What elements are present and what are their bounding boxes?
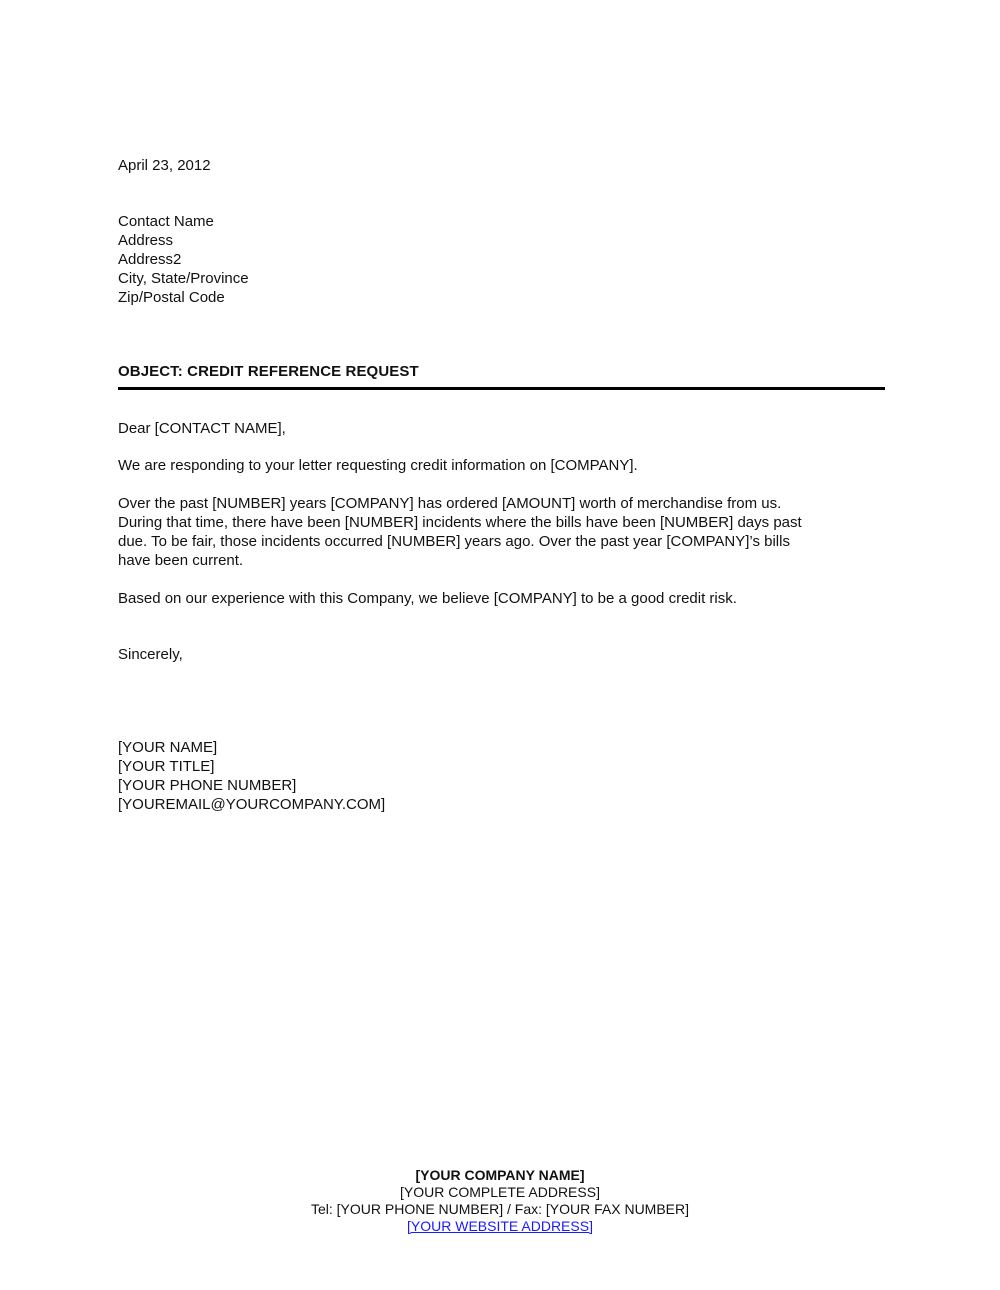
recipient-address-block [118, 212, 888, 307]
signature-name: [YOUR NAME] [118, 739, 218, 756]
letter-date [118, 156, 888, 175]
footer-website-link[interactable]: [YOUR WEBSITE ADDRESS] [407, 1218, 593, 1234]
date-text: April 23, 2012 [118, 157, 211, 174]
closing-text: Sincerely, [118, 646, 183, 663]
paragraph-1-text: We are responding to your letter requesting credit information on [COMPANY]. [118, 457, 638, 474]
paragraph-2 [118, 494, 888, 570]
recipient-address: Address [118, 232, 174, 249]
paragraph-3 [118, 589, 888, 608]
paragraph-2-line: have been current. [118, 552, 244, 569]
recipient-address2: Address2 [118, 251, 182, 268]
recipient-city-state: City, State/Province [118, 270, 249, 287]
closing [118, 645, 888, 664]
signature-title: [YOUR TITLE] [118, 758, 215, 775]
subject-divider [118, 387, 885, 390]
letter-footer [0, 1167, 1000, 1235]
recipient-contact-name: Contact Name [118, 213, 214, 230]
recipient-zip: Zip/Postal Code [118, 289, 225, 306]
paragraph-1 [118, 456, 888, 475]
signature-email: [YOUREMAIL@YOURCOMPANY.COM] [118, 796, 386, 813]
footer-contact: Tel: [YOUR PHONE NUMBER] / Fax: [YOUR FAX NUMBER] [310, 1201, 690, 1217]
subject-text: OBJECT: CREDIT REFERENCE REQUEST [118, 363, 419, 380]
signature-block [118, 738, 888, 814]
salutation [118, 419, 888, 438]
paragraph-3-text: Based on our experience with this Company, we believe [COMPANY] to be a good credit risk. [118, 590, 737, 607]
footer-address: [YOUR COMPLETE ADDRESS] [400, 1184, 600, 1200]
paragraph-2-line: During that time, there have been [NUMBER] incidents where the bills have been [NUMBER] days past [118, 514, 802, 531]
salutation-text: Dear [CONTACT NAME], [118, 420, 286, 437]
subject-line [118, 362, 888, 381]
signature-phone: [YOUR PHONE NUMBER] [118, 777, 297, 794]
footer-company-name: [YOUR COMPANY NAME] [415, 1167, 585, 1183]
paragraph-2-line: Over the past [NUMBER] years [COMPANY] has ordered [AMOUNT] worth of merchandise from us. [118, 495, 782, 512]
paragraph-2-line: due. To be fair, those incidents occurred [NUMBER] years ago. Over the past year [COMPANY]’s bills [118, 533, 790, 550]
